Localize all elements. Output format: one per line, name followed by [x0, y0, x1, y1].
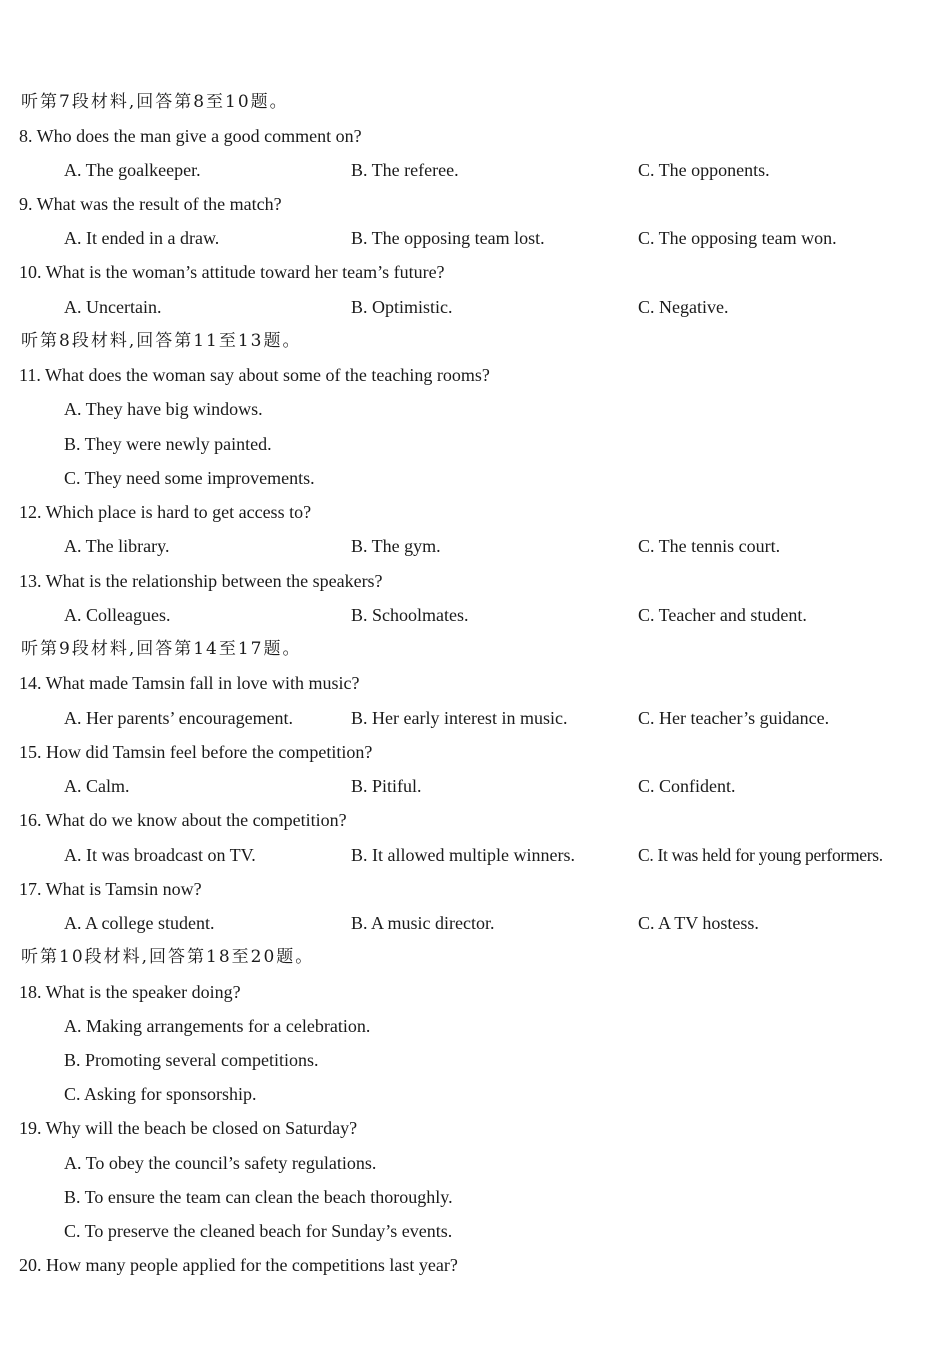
section-heading-7: 听第7段材料,回答第8至10题。 [21, 92, 289, 112]
question-19-option-a: A. To obey the council’s safety regulations. [64, 1153, 377, 1173]
question-11-option-c: C. They need some improvements. [64, 468, 315, 488]
question-16-option-a: A. It was broadcast on TV. [64, 845, 256, 865]
question-11-option-b: B. They were newly painted. [64, 434, 272, 454]
question-15: 15. How did Tamsin feel before the competition? [19, 742, 373, 762]
question-12-option-c: C. The tennis court. [638, 536, 781, 556]
question-10: 10. What is the woman’s attitude toward her team’s future? [19, 262, 445, 282]
question-14-option-b: B. Her early interest in music. [351, 708, 568, 728]
question-14: 14. What made Tamsin fall in love with music? [19, 673, 360, 693]
question-18-option-a: A. Making arrangements for a celebration. [64, 1016, 371, 1036]
question-11: 11. What does the woman say about some of the teaching rooms? [19, 365, 490, 385]
question-18: 18. What is the speaker doing? [19, 982, 241, 1002]
question-8-option-b: B. The referee. [351, 160, 459, 180]
question-17-option-b: B. A music director. [351, 913, 495, 933]
question-8: 8. Who does the man give a good comment on? [19, 126, 362, 146]
section-heading-9: 听第9段材料,回答第14至17题。 [21, 639, 302, 659]
section-heading-8: 听第8段材料,回答第11至13题。 [21, 331, 302, 351]
question-18-option-b: B. Promoting several competitions. [64, 1050, 319, 1070]
question-16: 16. What do we know about the competition? [19, 810, 347, 830]
question-17-option-a: A. A college student. [64, 913, 215, 933]
question-12-option-b: B. The gym. [351, 536, 441, 556]
question-15-option-b: B. Pitiful. [351, 776, 422, 796]
question-16-option-c: C. It was held for young performers. [638, 845, 883, 865]
question-9: 9. What was the result of the match? [19, 194, 282, 214]
question-12-option-a: A. The library. [64, 536, 170, 556]
question-9-option-c: C. The opposing team won. [638, 228, 837, 248]
question-9-option-b: B. The opposing team lost. [351, 228, 545, 248]
question-15-option-a: A. Calm. [64, 776, 130, 796]
question-17: 17. What is Tamsin now? [19, 879, 202, 899]
question-12: 12. Which place is hard to get access to? [19, 502, 312, 522]
question-19-option-b: B. To ensure the team can clean the beach thoroughly. [64, 1187, 453, 1207]
question-8-option-a: A. The goalkeeper. [64, 160, 201, 180]
question-14-option-a: A. Her parents’ encouragement. [64, 708, 294, 728]
question-19-option-c: C. To preserve the cleaned beach for Sunday’s events. [64, 1221, 453, 1241]
question-11-option-a: A. They have big windows. [64, 399, 263, 419]
question-8-option-c: C. The opponents. [638, 160, 770, 180]
question-20: 20. How many people applied for the competitions last year? [19, 1255, 458, 1275]
question-10-option-c: C. Negative. [638, 297, 729, 317]
question-19: 19. Why will the beach be closed on Saturday? [19, 1118, 358, 1138]
question-10-option-a: A. Uncertain. [64, 297, 162, 317]
question-17-option-c: C. A TV hostess. [638, 913, 759, 933]
question-18-option-c: C. Asking for sponsorship. [64, 1084, 257, 1104]
question-13-option-a: A. Colleagues. [64, 605, 171, 625]
question-10-option-b: B. Optimistic. [351, 297, 453, 317]
question-15-option-c: C. Confident. [638, 776, 736, 796]
question-16-option-b: B. It allowed multiple winners. [351, 845, 575, 865]
section-heading-10: 听第10段材料,回答第18至20题。 [21, 947, 315, 967]
question-13-option-c: C. Teacher and student. [638, 605, 807, 625]
question-13: 13. What is the relationship between the speakers? [19, 571, 383, 591]
question-14-option-c: C. Her teacher’s guidance. [638, 708, 830, 728]
question-13-option-b: B. Schoolmates. [351, 605, 469, 625]
question-9-option-a: A. It ended in a draw. [64, 228, 220, 248]
